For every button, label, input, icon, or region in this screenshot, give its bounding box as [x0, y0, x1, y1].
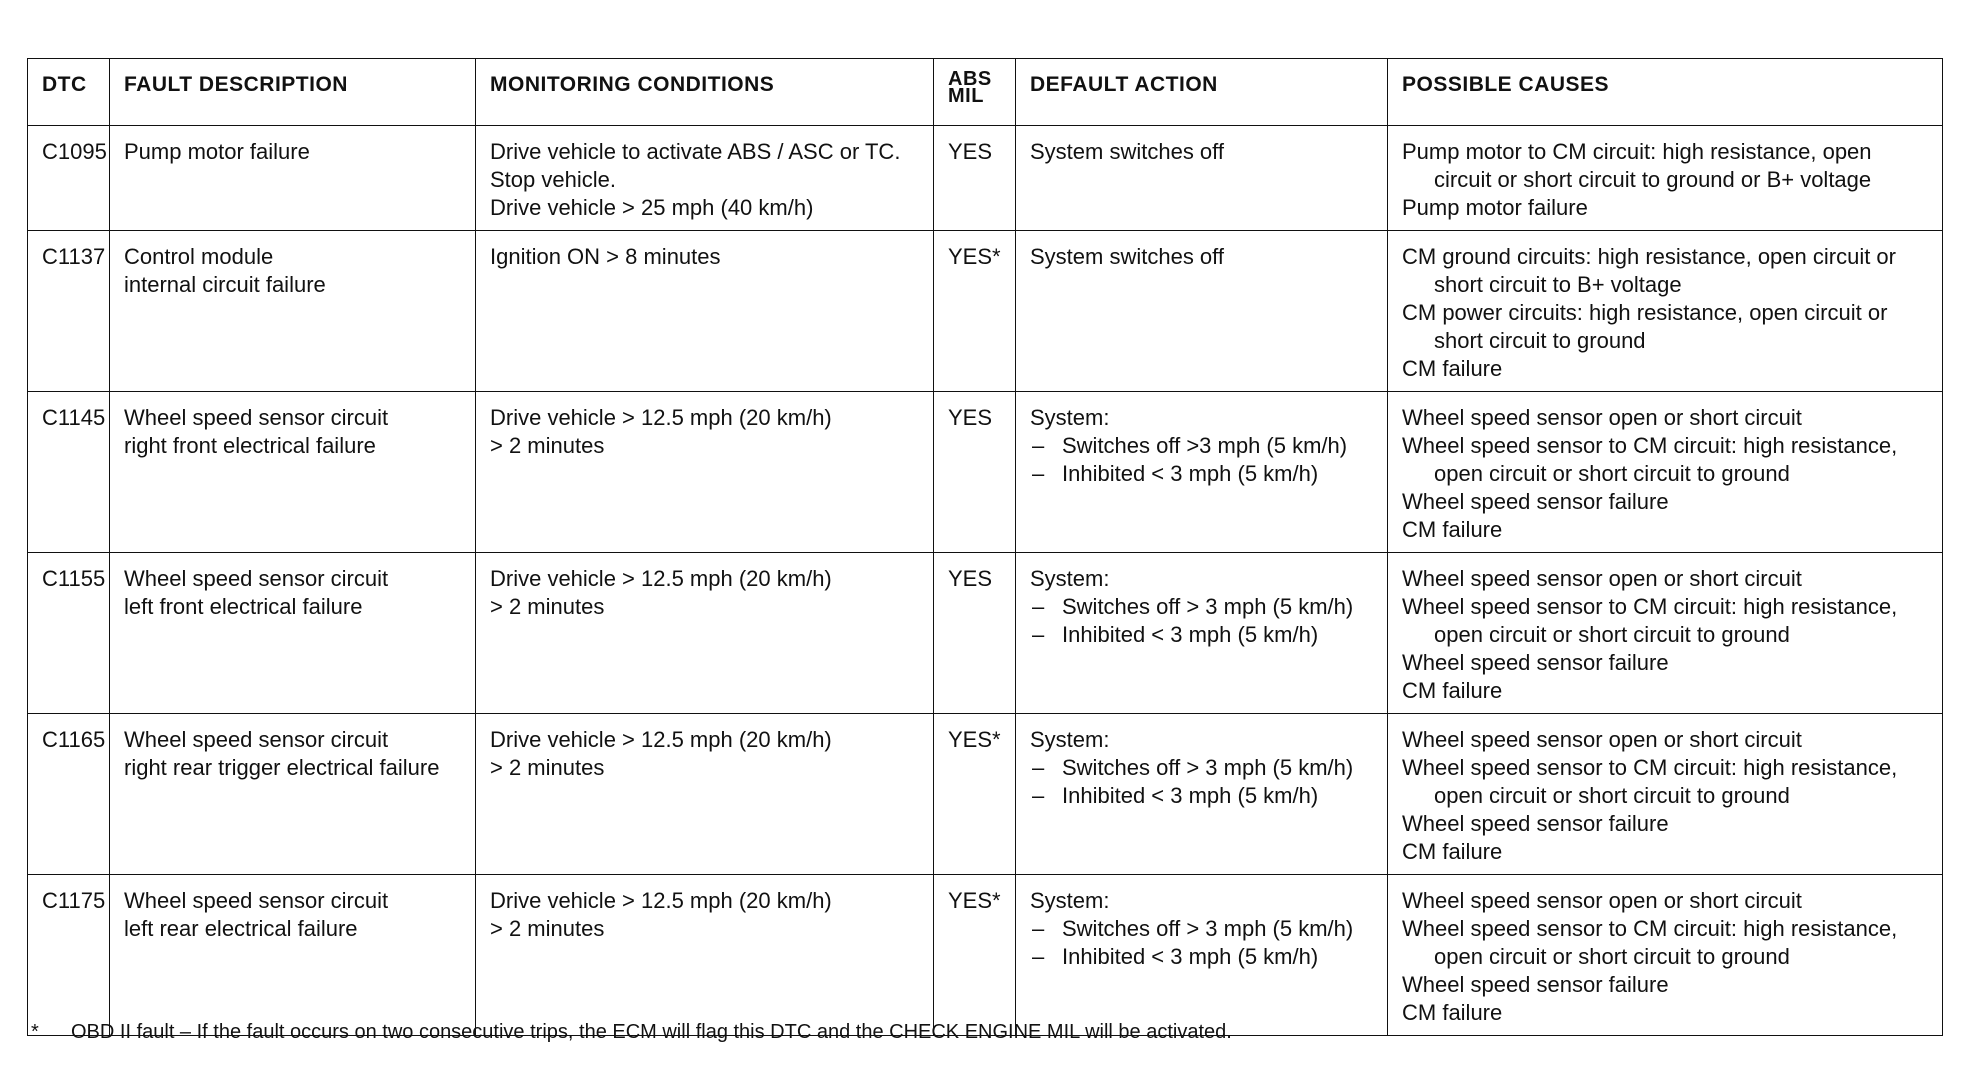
fault-description-cell — [110, 126, 476, 231]
monitoring-line: Ignition ON > 8 minutes — [490, 244, 721, 269]
table-body — [28, 126, 1943, 1036]
monitoring-line: Drive vehicle > 12.5 mph (20 km/h) — [490, 566, 832, 591]
cause-line: Pump motor to CM circuit: high resistance, open circuit or short circuit to ground or B+ voltage — [1402, 139, 1872, 192]
action-item-text: Switches off > 3 mph (5 km/h) — [1062, 755, 1354, 780]
possible-causes-cell — [1388, 126, 1943, 231]
dash-bullet-icon: – — [1032, 461, 1045, 486]
abs-mil-cell: YES — [934, 392, 1016, 553]
abs-mil-cell: YES* — [934, 875, 1016, 1036]
fault-line: left rear electrical failure — [124, 916, 358, 941]
action-item-text: Inhibited < 3 mph (5 km/h) — [1062, 944, 1319, 969]
monitoring-line: Drive vehicle to activate ABS / ASC or TC. — [490, 139, 901, 164]
dtc-cell: C1145 — [28, 392, 110, 553]
monitoring-conditions-cell — [476, 553, 934, 714]
dtc-cell: C1155 — [28, 553, 110, 714]
table-row — [28, 714, 1943, 875]
cause-line: Pump motor failure — [1402, 195, 1588, 220]
cause-line: Wheel speed sensor failure — [1402, 489, 1669, 514]
default-action-cell — [1016, 231, 1388, 392]
default-action-cell — [1016, 392, 1388, 553]
action-head: System: — [1030, 888, 1110, 913]
cause-line: Wheel speed sensor to CM circuit: high resistance, open circuit or short circuit to ground — [1402, 594, 1898, 647]
cause-line: Wheel speed sensor open or short circuit — [1402, 888, 1802, 913]
action-item-text: Switches off >3 mph (5 km/h) — [1062, 433, 1348, 458]
monitoring-line: Drive vehicle > 25 mph (40 km/h) — [490, 195, 814, 220]
fault-line: Wheel speed sensor circuit — [124, 888, 389, 913]
fault-line: Wheel speed sensor circuit — [124, 727, 389, 752]
abs-mil-cell: YES — [934, 553, 1016, 714]
cause-line: Wheel speed sensor failure — [1402, 811, 1669, 836]
dash-bullet-icon: – — [1032, 783, 1045, 808]
action-item — [1030, 593, 1373, 621]
cause-line: CM failure — [1402, 1000, 1503, 1025]
document-page — [27, 58, 1942, 1036]
fault-description-cell — [110, 714, 476, 875]
dash-bullet-icon: – — [1032, 755, 1045, 780]
cause-line: CM power circuits: high resistance, open circuit or short circuit to ground — [1402, 300, 1888, 353]
cause-line: Wheel speed sensor to CM circuit: high resistance, open circuit or short circuit to ground — [1402, 755, 1898, 808]
default-action-cell — [1016, 714, 1388, 875]
monitoring-conditions-cell — [476, 231, 934, 392]
cause-line: Wheel speed sensor open or short circuit — [1402, 405, 1802, 430]
fault-line: Wheel speed sensor circuit — [124, 566, 389, 591]
monitoring-line: > 2 minutes — [490, 755, 605, 780]
monitoring-line: Drive vehicle > 12.5 mph (20 km/h) — [490, 727, 832, 752]
action-item — [1030, 460, 1373, 488]
action-item-text: Switches off > 3 mph (5 km/h) — [1062, 916, 1354, 941]
monitoring-line: Drive vehicle > 12.5 mph (20 km/h) — [490, 888, 832, 913]
dtc-cell: C1165 — [28, 714, 110, 875]
table-row — [28, 875, 1943, 1036]
cause-line: Wheel speed sensor open or short circuit — [1402, 566, 1802, 591]
dash-bullet-icon: – — [1032, 433, 1045, 458]
fault-description-cell — [110, 231, 476, 392]
fault-description-cell — [110, 392, 476, 553]
header-mil-line: MIL — [948, 85, 984, 107]
header-dtc: DTC — [28, 59, 110, 126]
table-row — [28, 126, 1943, 231]
cause-line: Wheel speed sensor to CM circuit: high resistance, open circuit or short circuit to ground — [1402, 433, 1898, 486]
fault-line: right front electrical failure — [124, 433, 376, 458]
action-item — [1030, 782, 1373, 810]
possible-causes-cell — [1388, 714, 1943, 875]
footnote-asterisk: * — [31, 1021, 39, 1043]
monitoring-line: > 2 minutes — [490, 433, 605, 458]
footnote-text: OBD II fault – If the fault occurs on two consecutive trips, the ECM will flag this DTC and the CHECK ENGINE MIL will be activated. — [71, 1021, 1232, 1043]
action-head: System: — [1030, 566, 1110, 591]
header-default-action: DEFAULT ACTION — [1016, 59, 1388, 126]
monitoring-conditions-cell — [476, 126, 934, 231]
dash-bullet-icon: – — [1032, 622, 1045, 647]
cause-line: CM failure — [1402, 678, 1503, 703]
monitoring-conditions-cell — [476, 392, 934, 553]
fault-description-cell — [110, 553, 476, 714]
footnote — [27, 1020, 1232, 1044]
cause-line: CM failure — [1402, 517, 1503, 542]
monitoring-conditions-cell — [476, 875, 934, 1036]
possible-causes-cell — [1388, 231, 1943, 392]
table-row — [28, 231, 1943, 392]
action-item — [1030, 915, 1373, 943]
dtc-table — [27, 58, 1943, 1036]
fault-line: internal circuit failure — [124, 272, 326, 297]
cause-line: Wheel speed sensor to CM circuit: high resistance, open circuit or short circuit to ground — [1402, 916, 1898, 969]
monitoring-line: > 2 minutes — [490, 594, 605, 619]
dash-bullet-icon: – — [1032, 916, 1045, 941]
default-action-cell — [1016, 553, 1388, 714]
action-item-text: Inhibited < 3 mph (5 km/h) — [1062, 461, 1319, 486]
monitoring-conditions-cell — [476, 714, 934, 875]
header-abs-line: ABS — [948, 68, 992, 90]
header-monitoring-conditions: MONITORING CONDITIONS — [476, 59, 934, 126]
possible-causes-cell — [1388, 392, 1943, 553]
header-possible-causes: POSSIBLE CAUSES — [1388, 59, 1943, 126]
dtc-cell: C1095 — [28, 126, 110, 231]
action-item-text: Inhibited < 3 mph (5 km/h) — [1062, 622, 1319, 647]
dtc-cell: C1137 — [28, 231, 110, 392]
default-action-cell — [1016, 126, 1388, 231]
monitoring-line: Drive vehicle > 12.5 mph (20 km/h) — [490, 405, 832, 430]
dtc-cell: C1175 — [28, 875, 110, 1036]
fault-line: Pump motor failure — [124, 139, 310, 164]
table-row — [28, 392, 1943, 553]
cause-line: CM ground circuits: high resistance, open circuit or short circuit to B+ voltage — [1402, 244, 1896, 297]
cause-line: Wheel speed sensor failure — [1402, 972, 1669, 997]
action-head: System switches off — [1030, 244, 1224, 269]
action-head: System: — [1030, 727, 1110, 752]
abs-mil-cell: YES — [934, 126, 1016, 231]
table-header-row — [28, 59, 1943, 126]
fault-line: right rear trigger electrical failure — [124, 755, 440, 780]
fault-line: left front electrical failure — [124, 594, 363, 619]
header-abs-mil — [934, 59, 1016, 126]
dash-bullet-icon: – — [1032, 594, 1045, 619]
action-item — [1030, 943, 1373, 971]
fault-description-cell — [110, 875, 476, 1036]
abs-mil-cell: YES* — [934, 231, 1016, 392]
action-item — [1030, 621, 1373, 649]
cause-line: Wheel speed sensor failure — [1402, 650, 1669, 675]
action-item — [1030, 432, 1373, 460]
fault-line: Control module — [124, 244, 274, 269]
table-row — [28, 553, 1943, 714]
abs-mil-cell: YES* — [934, 714, 1016, 875]
cause-line: Wheel speed sensor open or short circuit — [1402, 727, 1802, 752]
action-head: System switches off — [1030, 139, 1224, 164]
dash-bullet-icon: – — [1032, 944, 1045, 969]
action-item — [1030, 754, 1373, 782]
cause-line: CM failure — [1402, 356, 1503, 381]
monitoring-line: Stop vehicle. — [490, 167, 616, 192]
cause-line: CM failure — [1402, 839, 1503, 864]
action-item-text: Inhibited < 3 mph (5 km/h) — [1062, 783, 1319, 808]
monitoring-line: > 2 minutes — [490, 916, 605, 941]
fault-line: Wheel speed sensor circuit — [124, 405, 389, 430]
header-fault-description: FAULT DESCRIPTION — [110, 59, 476, 126]
default-action-cell — [1016, 875, 1388, 1036]
action-head: System: — [1030, 405, 1110, 430]
possible-causes-cell — [1388, 553, 1943, 714]
possible-causes-cell — [1388, 875, 1943, 1036]
action-item-text: Switches off > 3 mph (5 km/h) — [1062, 594, 1354, 619]
